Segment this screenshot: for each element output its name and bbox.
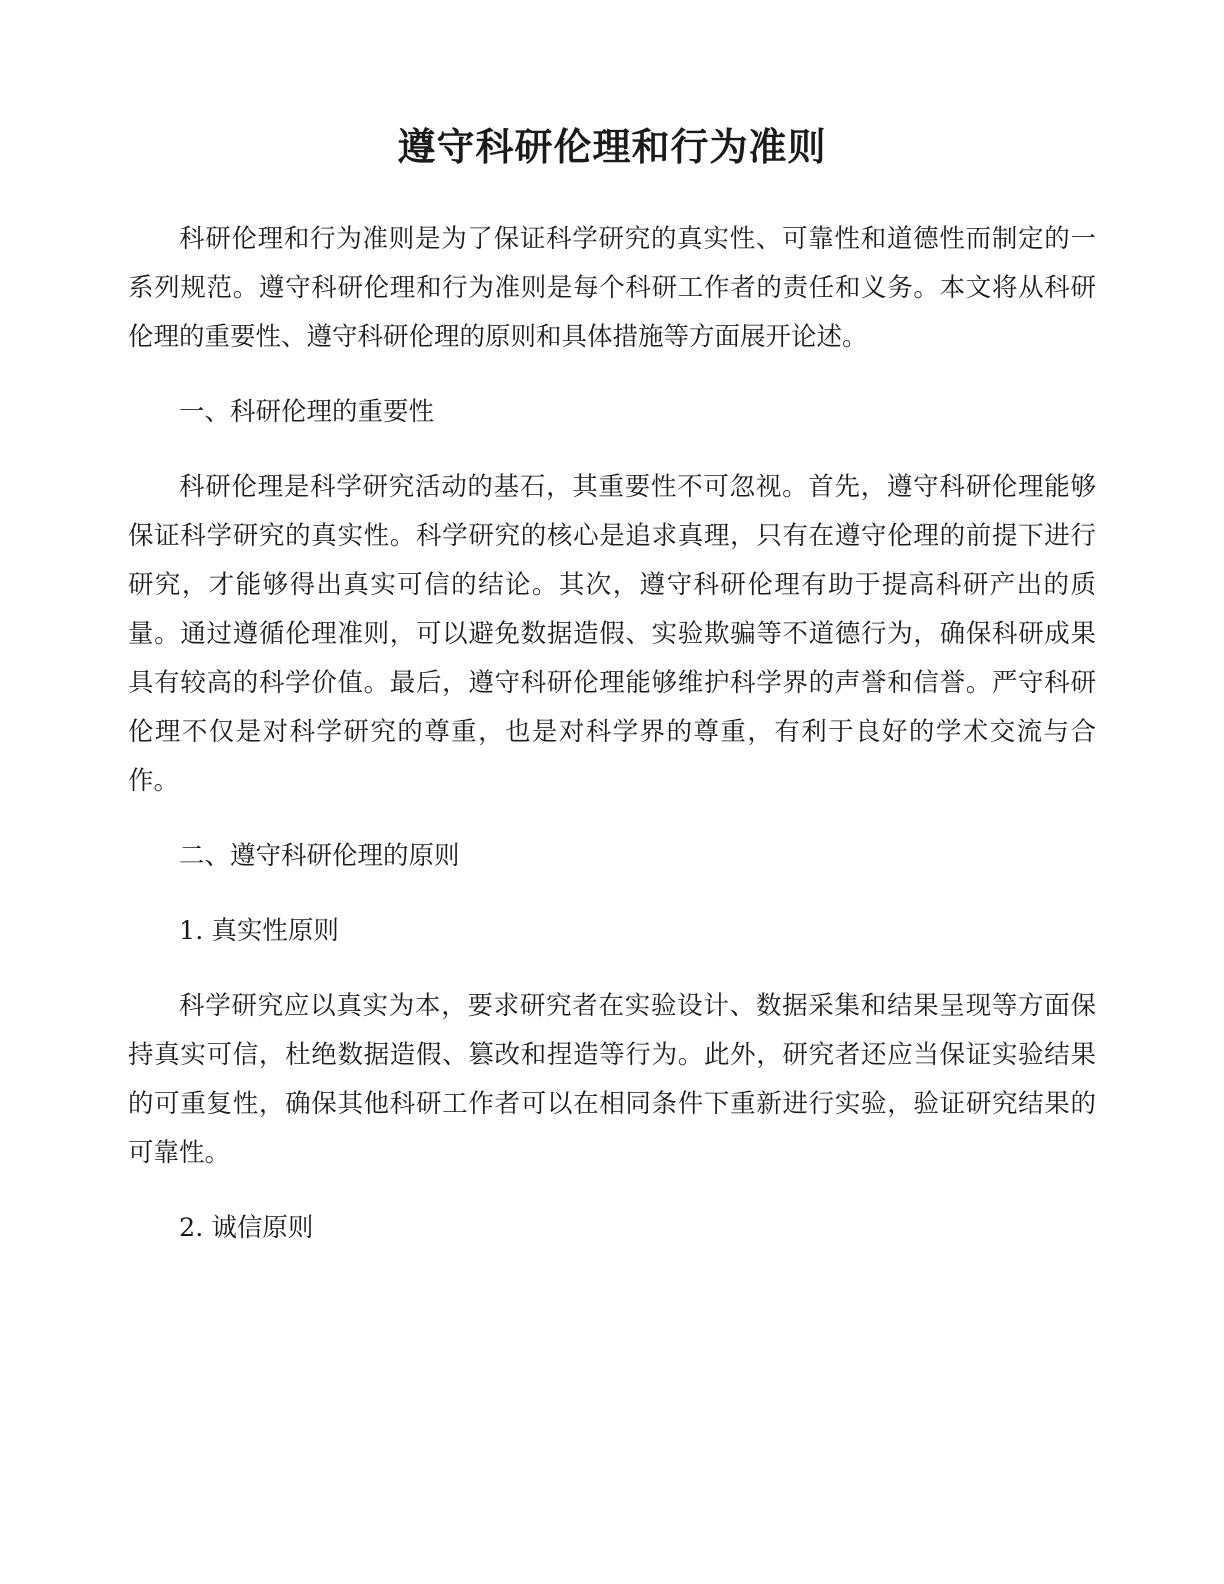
subsection-heading: 2. 诚信原则 [179,1212,314,1243]
paragraph: 科研伦理是科学研究活动的基石，其重要性不可忽视。首先，遵守科研伦理能够保证科学研究的真实性。科学研究的核心是追求真理，只有在遵守伦理的前提下进行研究，才能够得出真实可信的结论。其次，遵守科研伦理有助于提高科研产出的质量。通过遵循伦理准则，可以避免数据造假、实验欺骗等不道德行为，确保科研成果具有较高的科学价值。最后，遵守科研伦理能够维护科学界的声誉和信誉。严守科研伦理不仅是对科学研究的尊重，也是对科学界的尊重，有利于良好的学术交流与合作。 [128,472,1096,796]
section-heading: 一、科研伦理的重要性 [179,397,435,428]
page-title: 遵守科研伦理和行为准则 [397,124,827,169]
subsection-heading: 1. 真实性原则 [179,915,339,946]
section-heading: 二、遵守科研伦理的原则 [179,840,460,871]
paragraph: 科研伦理和行为准则是为了保证科学研究的真实性、可靠性和道德性而制定的一系列规范。遵守科研伦理和行为准则是每个科研工作者的责任和义务。本文将从科研伦理的重要性、遵守科研伦理的原则和具体措施等方面展开论述。 [128,224,1096,353]
paragraph: 科学研究应以真实为本，要求研究者在实验设计、数据采集和结果呈现等方面保持真实可信，杜绝数据造假、篡改和捏造等行为。此外，研究者还应当保证实验结果的可重复性，确保其他科研工作者可以在相同条件下重新进行实验，验证研究结果的可靠性。 [128,990,1096,1168]
